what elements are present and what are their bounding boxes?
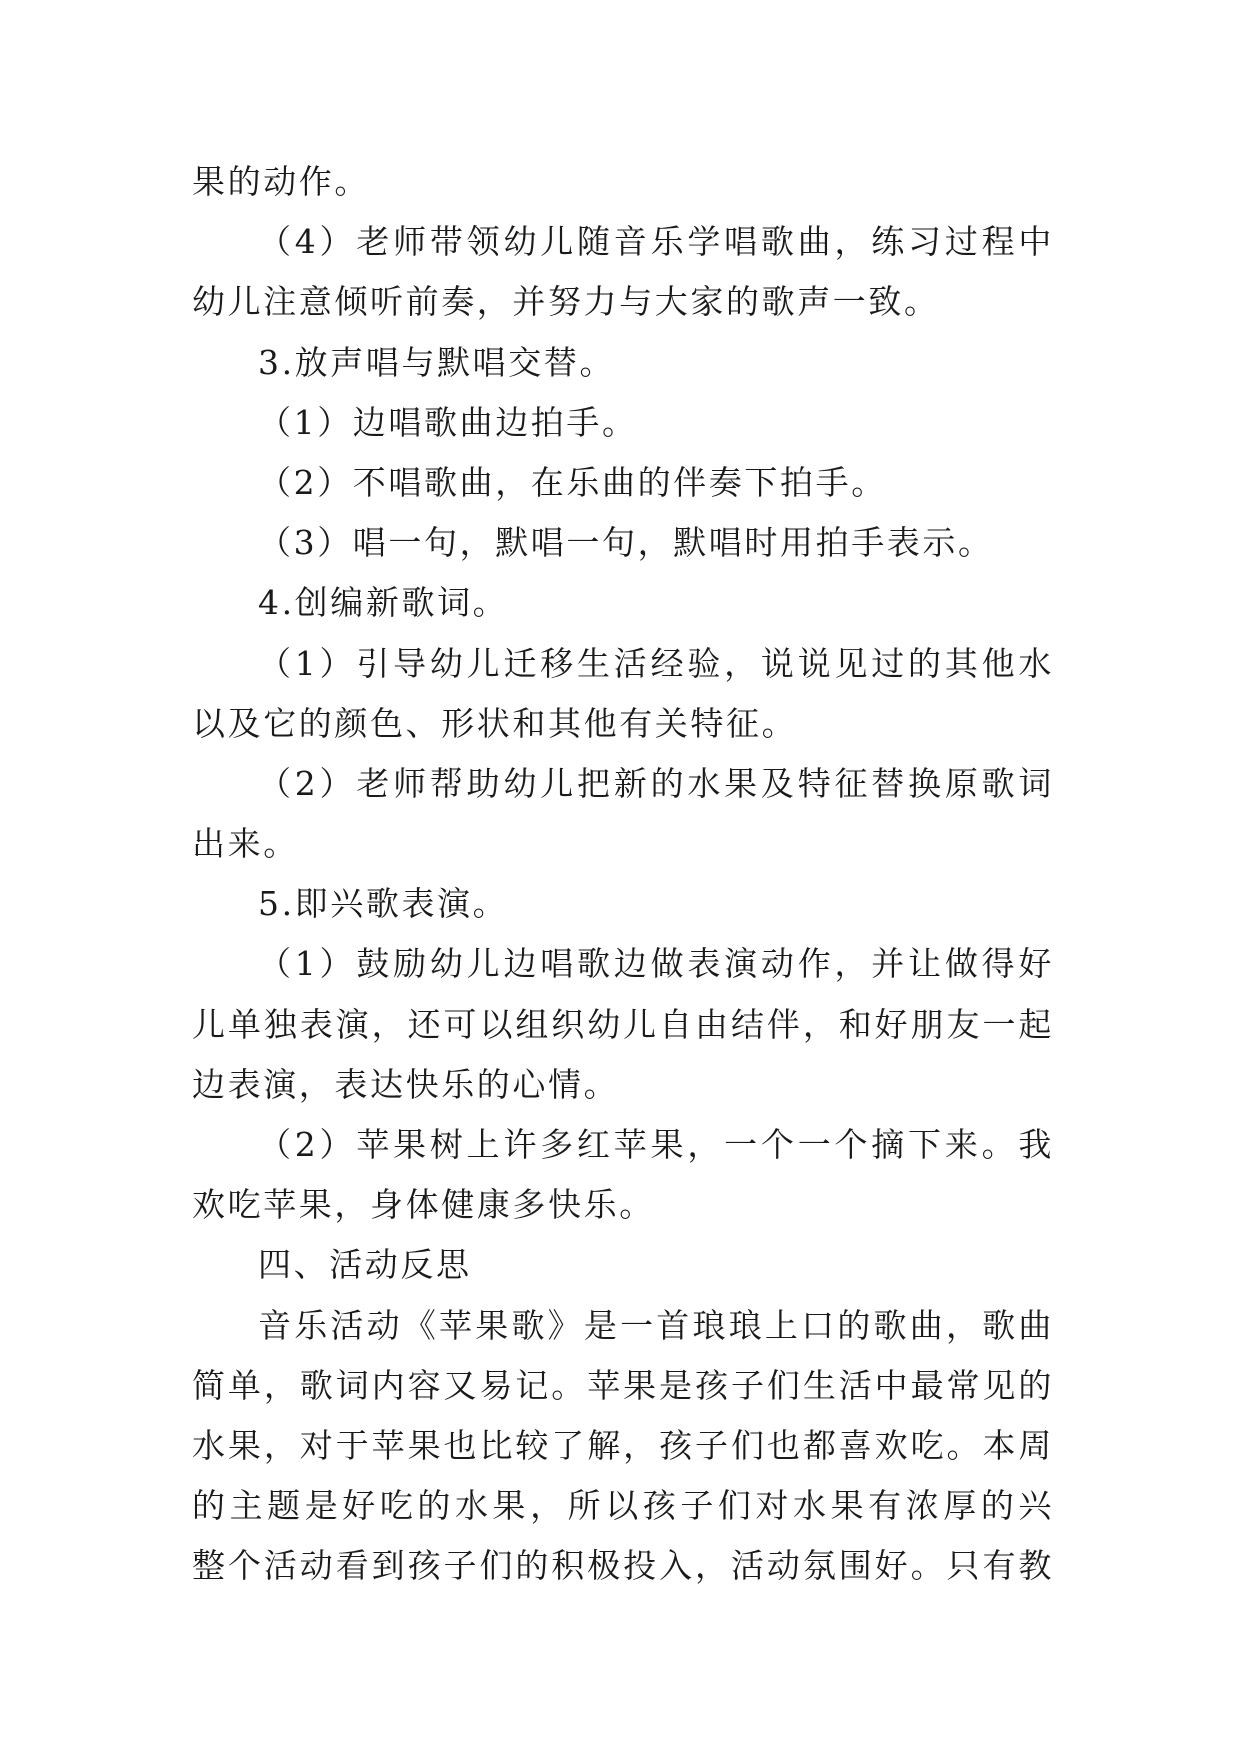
text-line: 的主题是好吃的水果，所以孩子们对水果有浓厚的兴 xyxy=(192,1486,1054,1526)
text-line: 水果，对于苹果也比较了解，孩子们也都喜欢吃。本周 xyxy=(192,1425,1054,1465)
text-line: 以及它的颜色、形状和其他有关特征。 xyxy=(192,703,798,743)
text-line: 整个活动看到孩子们的积极投入，活动氛围好。只有教 xyxy=(192,1546,1054,1586)
text-line: （3）唱一句，默唱一句，默唱时用拍手表示。 xyxy=(258,523,994,563)
section-heading: 3.放声唱与默唱交替。 xyxy=(258,342,616,382)
text-line: （2）老师帮助幼儿把新的水果及特征替换原歌词 xyxy=(258,763,1054,803)
text-line: （1）鼓励幼儿边唱歌边做表演动作，并让做得好 xyxy=(258,944,1054,984)
text-line: 儿单独表演，还可以组织幼儿自由结伴，和好朋友一起 xyxy=(192,1004,1054,1044)
document-body xyxy=(192,152,1054,1597)
text-line: 幼儿注意倾听前奏，并努力与大家的歌声一致。 xyxy=(192,282,940,322)
text-line: （1）引导幼儿迁移生活经验，说说见过的其他水 xyxy=(258,643,1054,683)
text-line: （2）苹果树上许多红苹果，一个一个摘下来。我 xyxy=(258,1125,1054,1164)
text-line: （2）不唱歌曲，在乐曲的伴奏下拍手。 xyxy=(258,462,887,502)
text-line: 果的动作。 xyxy=(192,162,370,201)
text-line: （1）边唱歌曲边拍手。 xyxy=(258,402,638,442)
text-line: 边表演，表达快乐的心情。 xyxy=(192,1064,620,1104)
text-line: （4）老师带领幼儿随音乐学唱歌曲，练习过程中 xyxy=(258,222,1054,262)
section-heading: 5.即兴歌表演。 xyxy=(258,884,509,924)
section-heading: 4.创编新歌词。 xyxy=(258,583,509,623)
text-line: 欢吃苹果，身体健康多快乐。 xyxy=(192,1185,655,1225)
text-line: 出来。 xyxy=(192,824,299,864)
section-heading: 四、活动反思 xyxy=(258,1245,472,1285)
text-line: 音乐活动《苹果歌》是一首琅琅上口的歌曲，歌曲 xyxy=(258,1305,1054,1345)
text-line: 简单，歌词内容又易记。苹果是孩子们生活中最常见的 xyxy=(192,1365,1054,1405)
